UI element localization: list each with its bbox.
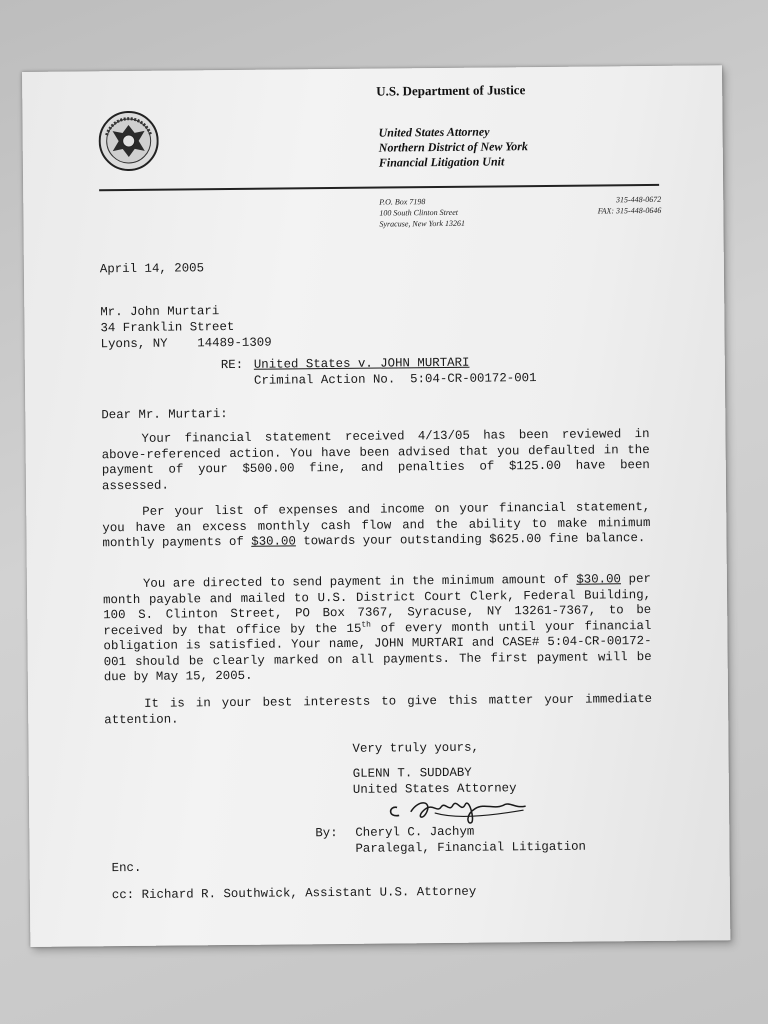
office-block bbox=[379, 124, 529, 170]
paragraph-text: of every month until your financial obligation is satisfied. Your name, JOHN MURTARI and CASE# 5:04-CR-00172-001 should be clearly marked on all payments. The first payment will be due by May 15, 2005. bbox=[103, 618, 652, 685]
monthly-payment-amount: $30.00 bbox=[251, 534, 296, 549]
department-name: U.S. Department of Justice bbox=[376, 82, 526, 99]
re-case-title: United States v. JOHN MURTARI bbox=[253, 355, 470, 372]
fax-number: FAX: 315-448-0646 bbox=[597, 205, 662, 216]
phone-number: 315-448-0672 bbox=[615, 194, 662, 205]
address-line: Syracuse, New York 13261 bbox=[379, 218, 465, 229]
signer-title: United States Attorney bbox=[352, 781, 517, 797]
doj-seal-icon bbox=[98, 111, 159, 172]
office-line: Northern District of New York bbox=[378, 139, 528, 155]
signer-name: GLENN T. SUDDABY bbox=[352, 765, 472, 781]
paragraph-default-notice: Your financial statement received 4/13/05 has been reviewed in above-referenced action. You have been advised that you defaulted in the payment of your $500.00 fine, and penalties of $125.00 have been assessed. bbox=[101, 426, 650, 493]
recipient-street: 34 Franklin Street bbox=[100, 319, 235, 336]
handwritten-signature bbox=[375, 790, 535, 832]
paragraph-text: You are directed to send payment in the minimum amount of bbox=[142, 572, 569, 591]
paragraph-text: Per your list of expenses and income on your financial statement, you have an excess monthly cash flow and the ability to make minimum monthly payments of bbox=[102, 499, 651, 551]
enclosure-note: Enc. bbox=[111, 860, 142, 876]
re-label: RE: bbox=[220, 357, 244, 373]
address-line: P.O. Box 7198 bbox=[379, 197, 426, 207]
letter-page bbox=[22, 65, 730, 947]
re-action-number: Criminal Action No. 5:04-CR-00172-001 bbox=[253, 371, 537, 388]
recipient-name: Mr. John Murtari bbox=[100, 304, 220, 320]
paragraph-attention: It is in your best interests to give this matter your immediate attention. bbox=[104, 691, 653, 727]
ordinal-suffix: th bbox=[361, 620, 372, 630]
office-line: United States Attorney bbox=[378, 124, 490, 140]
address-line: 100 South Clinton Street bbox=[379, 207, 459, 218]
by-name: Cheryl C. Jachym bbox=[355, 824, 475, 840]
salutation: Dear Mr. Murtari: bbox=[101, 407, 228, 423]
office-line: Financial Litigation Unit bbox=[378, 154, 505, 170]
closing: Very truly yours, bbox=[352, 740, 479, 756]
paragraph-text: towards your outstanding $625.00 fine balance. bbox=[303, 531, 646, 549]
paragraph-payment-ability bbox=[102, 500, 650, 552]
letter-date: April 14, 2005 bbox=[99, 261, 205, 277]
office-address bbox=[379, 196, 465, 230]
paragraph-text: per month payable and mailed to U.S. District Court Clerk, Federal Building, 100 S. Clinton Street, PO Box 7367, Syracuse, NY 13261-7367, to be received by that office by the 15 bbox=[103, 571, 652, 638]
by-title: Paralegal, Financial Litigation bbox=[355, 839, 587, 856]
letterhead-divider bbox=[99, 184, 659, 191]
minimum-payment-amount: $30.00 bbox=[576, 572, 622, 587]
office-phones bbox=[583, 194, 661, 217]
recipient-city: Lyons, NY 14489-1309 bbox=[100, 335, 272, 352]
cc-note: cc: Richard R. Southwick, Assistant U.S. Attorney bbox=[111, 884, 477, 903]
paragraph-payment-instructions bbox=[103, 572, 652, 686]
by-label: By: bbox=[315, 826, 338, 841]
